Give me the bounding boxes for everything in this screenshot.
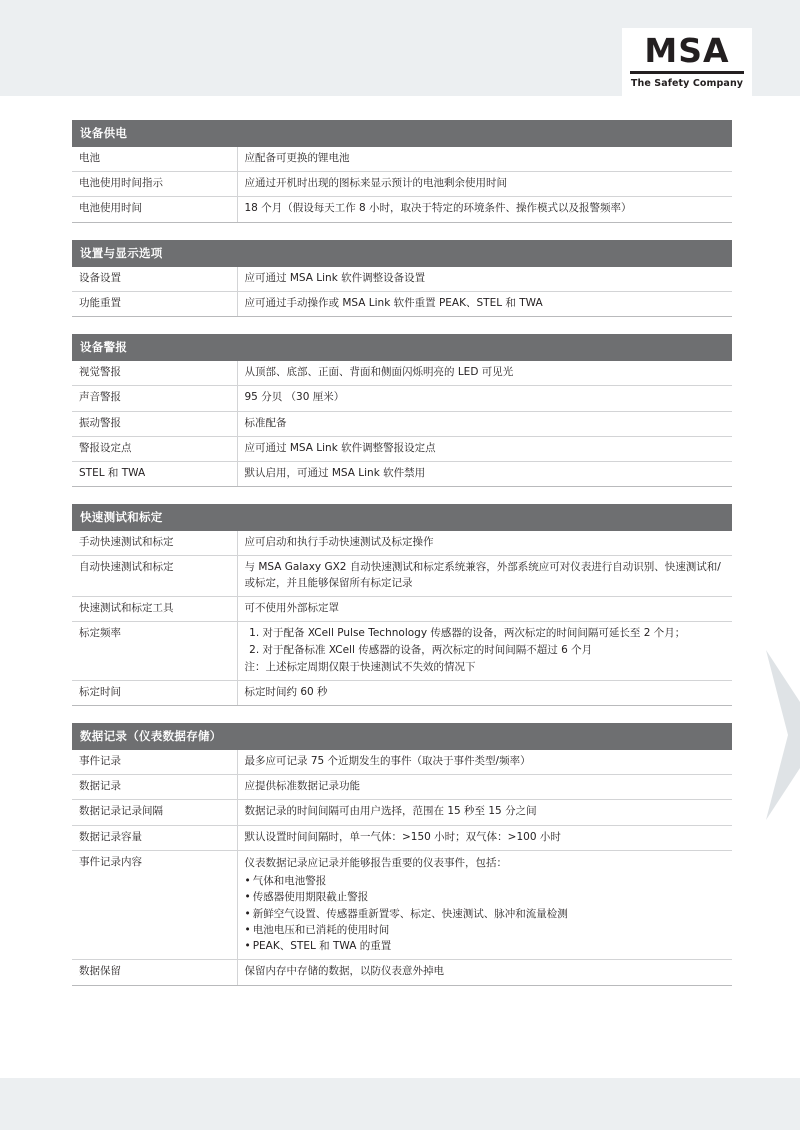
row-value: 应可通过手动操作或 MSA Link 软件重置 PEAK、STEL 和 TWA bbox=[237, 291, 732, 316]
row-value: 可不使用外部标定罩 bbox=[237, 596, 732, 621]
row-value: 95 分贝 （30 厘米） bbox=[237, 386, 732, 411]
chevron-graphic bbox=[720, 650, 800, 820]
row-value: 18 个月（假设每天工作 8 小时，取决于特定的环境条件、操作模式以及报警频率） bbox=[237, 197, 732, 222]
logo-wordmark: MSA bbox=[644, 31, 730, 70]
row-value: 默认启用，可通过 MSA Link 软件禁用 bbox=[237, 461, 732, 486]
table-row bbox=[72, 291, 732, 316]
row-value: 应可通过 MSA Link 软件调整警报设定点 bbox=[237, 436, 732, 461]
table-row bbox=[72, 960, 732, 985]
table-row bbox=[72, 267, 732, 292]
list-item: 1. 对于配备 XCell Pulse Technology 传感器的设备，两次标定的时间间隔可延长至 2 个月； bbox=[263, 626, 726, 642]
row-key: 数据保留 bbox=[72, 960, 237, 985]
calibration-note: 注：上述标定周期仅限于快速测试不失效的情况下 bbox=[244, 660, 476, 673]
row-value: 从顶部、底部、正面、背面和侧面闪烁明亮的 LED 可见光 bbox=[237, 361, 732, 386]
table-row bbox=[72, 775, 732, 800]
table-row bbox=[72, 622, 732, 681]
spec-table bbox=[72, 267, 732, 317]
table-row bbox=[72, 361, 732, 386]
row-value: 应配备可更换的锂电池 bbox=[237, 147, 732, 172]
row-value: 保留内存中存储的数据，以防仪表意外掉电 bbox=[237, 960, 732, 985]
row-value: 默认设置时间间隔时，单一气体：>150 小时；双气体：>100 小时 bbox=[237, 825, 732, 850]
section-title: 设备警报 bbox=[72, 334, 732, 361]
table-row bbox=[72, 147, 732, 172]
logo-divider bbox=[630, 71, 744, 74]
table-row bbox=[72, 386, 732, 411]
row-value: 数据记录的时间间隔可由用户选择，范围在 15 秒至 15 分之间 bbox=[237, 800, 732, 825]
list-item: 2. 对于配备标准 XCell 传感器的设备，两次标定的时间间隔不超过 6 个月 bbox=[263, 643, 726, 659]
spec-table bbox=[72, 750, 732, 986]
section-datalog bbox=[72, 723, 732, 986]
footer-band bbox=[0, 1078, 800, 1130]
table-row bbox=[72, 825, 732, 850]
list-item: • PEAK、STEL 和 TWA 的重置 bbox=[245, 938, 726, 954]
section-title: 快速测试和标定 bbox=[72, 504, 732, 531]
row-value-composite bbox=[237, 622, 732, 681]
row-value: 与 MSA Galaxy GX2 自动快速测试和标定系统兼容，外部系统应可对仪表进行自动识别、快速测试和/或标定，并且能够保留所有标定记录 bbox=[237, 556, 732, 596]
row-value: 标准配备 bbox=[237, 411, 732, 436]
row-value: 最多应可记录 75 个近期发生的事件（取决于事件类型/频率） bbox=[237, 750, 732, 775]
table-row bbox=[72, 197, 732, 222]
row-key: 振动警报 bbox=[72, 411, 237, 436]
table-row bbox=[72, 531, 732, 556]
row-key: 标定时间 bbox=[72, 680, 237, 705]
table-row bbox=[72, 461, 732, 486]
row-key: STEL 和 TWA bbox=[72, 461, 237, 486]
list-item: • 传感器使用期限截止警报 bbox=[245, 889, 726, 905]
list-item: • 电池电压和已消耗的使用时间 bbox=[245, 922, 726, 938]
row-value: 应通过开机时出现的图标来显示预计的电池剩余使用时间 bbox=[237, 172, 732, 197]
row-key: 事件记录 bbox=[72, 750, 237, 775]
spec-sheet bbox=[72, 120, 732, 1003]
spec-table bbox=[72, 147, 732, 223]
row-key: 快速测试和标定工具 bbox=[72, 596, 237, 621]
section-settings-display bbox=[72, 240, 732, 317]
row-key: 声音警报 bbox=[72, 386, 237, 411]
row-key: 电池使用时间 bbox=[72, 197, 237, 222]
table-row bbox=[72, 556, 732, 596]
event-log-bullets bbox=[245, 873, 726, 954]
row-key: 数据记录 bbox=[72, 775, 237, 800]
row-key: 功能重置 bbox=[72, 291, 237, 316]
row-key: 自动快速测试和标定 bbox=[72, 556, 237, 596]
row-key: 电池使用时间指示 bbox=[72, 172, 237, 197]
row-key: 电池 bbox=[72, 147, 237, 172]
section-alarms bbox=[72, 334, 732, 487]
logo-tagline: The Safety Company bbox=[630, 77, 744, 89]
spec-table bbox=[72, 361, 732, 487]
table-row bbox=[72, 172, 732, 197]
row-key: 手动快速测试和标定 bbox=[72, 531, 237, 556]
row-value: 应可启动和执行手动快速测试及标定操作 bbox=[237, 531, 732, 556]
row-value: 应可通过 MSA Link 软件调整设备设置 bbox=[237, 267, 732, 292]
msa-logo bbox=[622, 28, 752, 96]
section-title: 数据记录（仪表数据存储） bbox=[72, 723, 732, 750]
row-key: 视觉警报 bbox=[72, 361, 237, 386]
row-value-composite bbox=[237, 850, 732, 960]
section-title: 设置与显示选项 bbox=[72, 240, 732, 267]
list-item: • 新鲜空气设置、传感器重新置零、标定、快速测试、脉冲和流量检测 bbox=[245, 906, 726, 922]
table-row bbox=[72, 750, 732, 775]
spec-table bbox=[72, 531, 732, 706]
section-title: 设备供电 bbox=[72, 120, 732, 147]
section-power bbox=[72, 120, 732, 223]
row-value: 标定时间约 60 秒 bbox=[237, 680, 732, 705]
row-key: 数据记录记录间隔 bbox=[72, 800, 237, 825]
event-log-lead: 仪表数据记录应记录并能够报告重要的仪表事件，包括： bbox=[244, 856, 507, 869]
row-value: 应提供标准数据记录功能 bbox=[237, 775, 732, 800]
calibration-frequency-list bbox=[245, 626, 726, 659]
section-bumptest-calibration bbox=[72, 504, 732, 706]
table-row bbox=[72, 436, 732, 461]
table-row bbox=[72, 800, 732, 825]
table-row bbox=[72, 850, 732, 960]
row-key: 事件记录内容 bbox=[72, 850, 237, 960]
row-key: 设备设置 bbox=[72, 267, 237, 292]
list-item: • 气体和电池警报 bbox=[245, 873, 726, 889]
table-row bbox=[72, 680, 732, 705]
row-key: 数据记录容量 bbox=[72, 825, 237, 850]
row-key: 标定频率 bbox=[72, 622, 237, 681]
table-row bbox=[72, 596, 732, 621]
row-key: 警报设定点 bbox=[72, 436, 237, 461]
table-row bbox=[72, 411, 732, 436]
